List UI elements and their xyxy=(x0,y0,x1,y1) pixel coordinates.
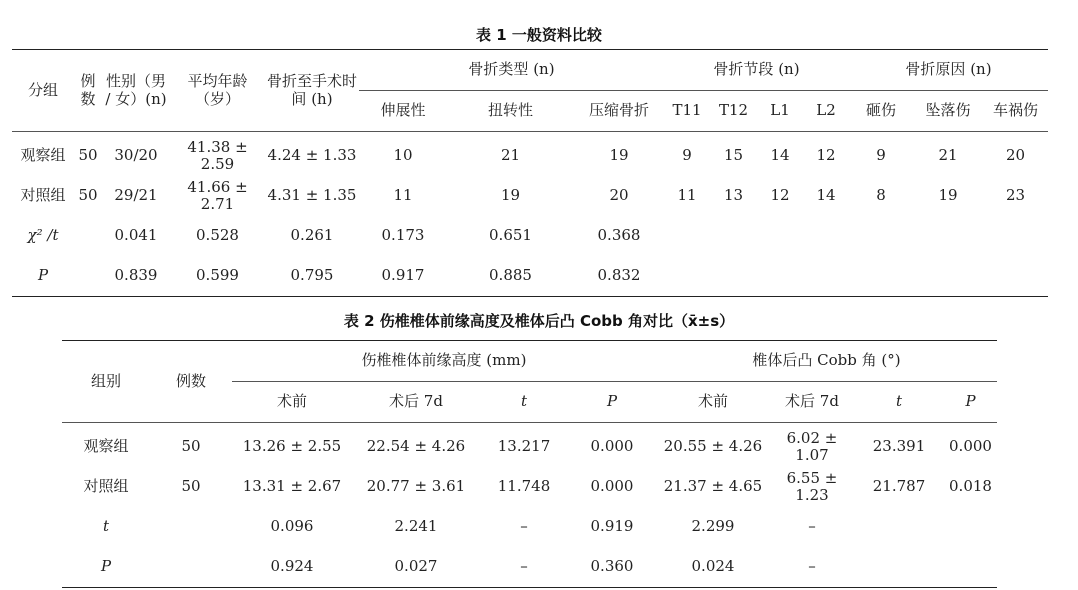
t1-cell: 10 xyxy=(393,146,413,165)
t1-subheader: 压缩骨折 xyxy=(574,91,664,132)
t1-cell: 0.651 xyxy=(489,226,532,245)
t2-subheader: P xyxy=(944,382,997,423)
t1-cell: 13 xyxy=(723,186,744,205)
t1-cell: 4.31 ± 1.35 xyxy=(267,186,357,205)
t1-cell xyxy=(710,256,757,297)
t1-cell: 21 xyxy=(938,146,958,165)
t1-cell: 8 xyxy=(876,186,886,205)
t1-cell: 0.368 xyxy=(597,226,641,245)
t2-subheader: 术前 xyxy=(232,382,352,423)
t2-header-count: 例数 xyxy=(150,341,232,423)
t1-header-time: 骨折至手术时间 (h) xyxy=(265,50,359,132)
t1-cell xyxy=(803,256,849,297)
t2-row-label: 观察组 xyxy=(83,437,129,456)
t1-cell xyxy=(757,256,803,297)
t1-subheader: L2 xyxy=(803,91,849,132)
t1-subheader: 扭转性 xyxy=(447,91,574,132)
t1-cell: 0.041 xyxy=(114,226,158,245)
t1-cell: 0.795 xyxy=(290,266,334,285)
t1-cell: 0.885 xyxy=(489,266,532,285)
t2-cell: 13.31 ± 2.67 xyxy=(242,477,342,496)
t2-cell: 13.26 ± 2.55 xyxy=(242,437,342,456)
t1-cell: 19 xyxy=(938,186,958,205)
t1-subheader: 车祸伤 xyxy=(983,91,1048,132)
t1-cell: 0.839 xyxy=(114,266,158,285)
t2-subheader: 术前 xyxy=(656,382,770,423)
t1-cell xyxy=(74,256,102,297)
t1-header-fracture-type: 骨折类型 (n) xyxy=(359,50,664,91)
t1-row xyxy=(12,216,1048,256)
t1-cell xyxy=(983,256,1048,297)
t1-subheader: L1 xyxy=(757,91,803,132)
t2-cell xyxy=(854,547,944,588)
t2-cell: 50 xyxy=(181,477,201,496)
t2-cell: 13.217 xyxy=(497,437,551,456)
t2-cell: 23.391 xyxy=(872,437,926,456)
t2-cell xyxy=(944,507,997,547)
t1-cell: 9 xyxy=(876,146,886,165)
t1-cell: 11 xyxy=(677,186,697,205)
t1-cell: 19 xyxy=(500,186,521,205)
t2-cell: – xyxy=(808,557,816,576)
t1-row xyxy=(12,256,1048,297)
t1-cell xyxy=(664,256,710,297)
t2-row-label: P xyxy=(100,557,112,576)
t2-cell: 0.000 xyxy=(590,477,634,496)
t1-cell: 20 xyxy=(609,186,629,205)
t1-row-label: χ² /t xyxy=(27,226,59,245)
t2-cell: 20.55 ± 4.26 xyxy=(663,437,763,456)
t2-header-group: 组别 xyxy=(62,341,150,423)
t2-cell xyxy=(944,547,997,588)
t2-row xyxy=(62,507,997,547)
table2-caption: 表 2 伤椎椎体前缘高度及椎体后凸 Cobb 角对比（x̄±s） xyxy=(343,312,735,330)
t1-row-label: P xyxy=(37,266,49,285)
t1-cell xyxy=(74,216,102,256)
t1-cell: 21 xyxy=(500,146,521,165)
t2-cell: – xyxy=(808,517,816,536)
t1-subheader: 坠落伤 xyxy=(913,91,983,132)
t2-cell: 0.360 xyxy=(590,557,634,576)
t1-cell: 20 xyxy=(1005,146,1026,165)
t1-cell: 11 xyxy=(393,186,413,205)
t1-cell: 0.832 xyxy=(597,266,641,285)
t2-cell: 2.299 xyxy=(691,517,735,536)
t1-cell: 15 xyxy=(723,146,744,165)
t1-subheader: T12 xyxy=(710,91,757,132)
t1-subheader: 伸展性 xyxy=(359,91,447,132)
t1-cell: 30/20 xyxy=(114,146,158,165)
t2-subheader: t xyxy=(854,382,944,423)
t2-cell: 0.000 xyxy=(949,437,992,456)
t1-cell: 0.528 xyxy=(196,226,239,245)
t1-subheader: T11 xyxy=(664,91,710,132)
t1-cell: 41.66 ± 2.71 xyxy=(187,177,248,213)
t2-subheader: P xyxy=(568,382,656,423)
t2-cell: – xyxy=(520,557,528,576)
t1-cell: 23 xyxy=(1005,186,1026,205)
t2-row xyxy=(62,467,997,507)
t2-header-height: 伤椎椎体前缘高度 (mm) xyxy=(232,341,656,382)
table2 xyxy=(62,340,997,588)
t1-cell: 0.173 xyxy=(381,226,425,245)
t1-cell: 14 xyxy=(770,146,790,165)
t1-cell xyxy=(757,216,803,256)
t2-cell: 2.241 xyxy=(394,517,438,536)
table1 xyxy=(12,49,1048,297)
t2-cell: 21.787 xyxy=(872,477,926,496)
t2-row xyxy=(62,423,997,468)
t1-header-count: 例数 xyxy=(74,50,102,132)
t2-cell: 6.02 ± 1.07 xyxy=(786,428,838,464)
table1-body xyxy=(12,132,1048,297)
t1-cell: 0.917 xyxy=(381,266,425,285)
t1-cell: 9 xyxy=(682,146,692,165)
t1-cell: 29/21 xyxy=(114,186,158,205)
t1-subheader: 砸伤 xyxy=(849,91,913,132)
t1-cell: 14 xyxy=(816,186,836,205)
t1-header-group: 分组 xyxy=(12,50,74,132)
t1-cell: 0.261 xyxy=(290,226,334,245)
t1-cell: 12 xyxy=(770,186,790,205)
t2-cell: 6.55 ± 1.23 xyxy=(786,468,838,504)
t1-cell xyxy=(913,256,983,297)
t1-row-label: 观察组 xyxy=(20,146,66,165)
t2-cell: 0.027 xyxy=(394,557,438,576)
t2-cell: 21.37 ± 4.65 xyxy=(663,477,763,496)
t1-cell: 19 xyxy=(609,146,629,165)
t1-cell xyxy=(710,216,757,256)
t2-cell: 22.54 ± 4.26 xyxy=(366,437,466,456)
t1-cell: 50 xyxy=(78,146,98,165)
t1-row xyxy=(12,132,1048,177)
t1-cell: 4.24 ± 1.33 xyxy=(267,146,357,165)
t1-cell: 0.599 xyxy=(196,266,239,285)
t2-row-label: t xyxy=(102,517,110,536)
t2-cell: 0.024 xyxy=(691,557,735,576)
t2-cell xyxy=(854,507,944,547)
t1-header-fracture-segment: 骨折节段 (n) xyxy=(664,50,849,91)
t2-subheader: 术后 7d xyxy=(770,382,854,423)
t2-subheader: 术后 7d xyxy=(352,382,480,423)
t2-cell: 50 xyxy=(181,437,201,456)
t2-cell: 0.018 xyxy=(949,477,992,496)
t2-cell xyxy=(150,547,232,588)
t2-cell: 0.919 xyxy=(590,517,634,536)
t1-cell xyxy=(913,216,983,256)
t1-cell: 50 xyxy=(78,186,98,205)
t2-row-label: 对照组 xyxy=(83,477,129,496)
t1-cell xyxy=(849,256,913,297)
t1-header-age: 平均年龄（岁） xyxy=(170,50,265,132)
table2-body xyxy=(62,423,997,588)
t1-cell: 41.38 ± 2.59 xyxy=(187,137,248,173)
t2-cell: 0.000 xyxy=(590,437,634,456)
t1-header-sex: 性别（男 / 女）(n) xyxy=(102,50,170,132)
t2-cell: 0.096 xyxy=(270,517,314,536)
table1-caption: 表 1 一般资料比较 xyxy=(476,26,602,44)
t2-cell: 11.748 xyxy=(497,477,551,496)
t1-row-label: 对照组 xyxy=(20,186,66,205)
t1-row xyxy=(12,176,1048,216)
t2-cell: 0.924 xyxy=(270,557,314,576)
t2-header-cobb: 椎体后凸 Cobb 角 (°) xyxy=(656,341,997,382)
t1-header-fracture-cause: 骨折原因 (n) xyxy=(849,50,1048,91)
t1-cell xyxy=(803,216,849,256)
t2-cell: 20.77 ± 3.61 xyxy=(366,477,466,496)
t2-row xyxy=(62,547,997,588)
t2-cell: – xyxy=(520,517,528,536)
t2-cell xyxy=(150,507,232,547)
t1-cell xyxy=(849,216,913,256)
t1-cell: 12 xyxy=(816,146,836,165)
t2-subheader: t xyxy=(480,382,568,423)
t1-cell xyxy=(664,216,710,256)
t1-cell xyxy=(983,216,1048,256)
